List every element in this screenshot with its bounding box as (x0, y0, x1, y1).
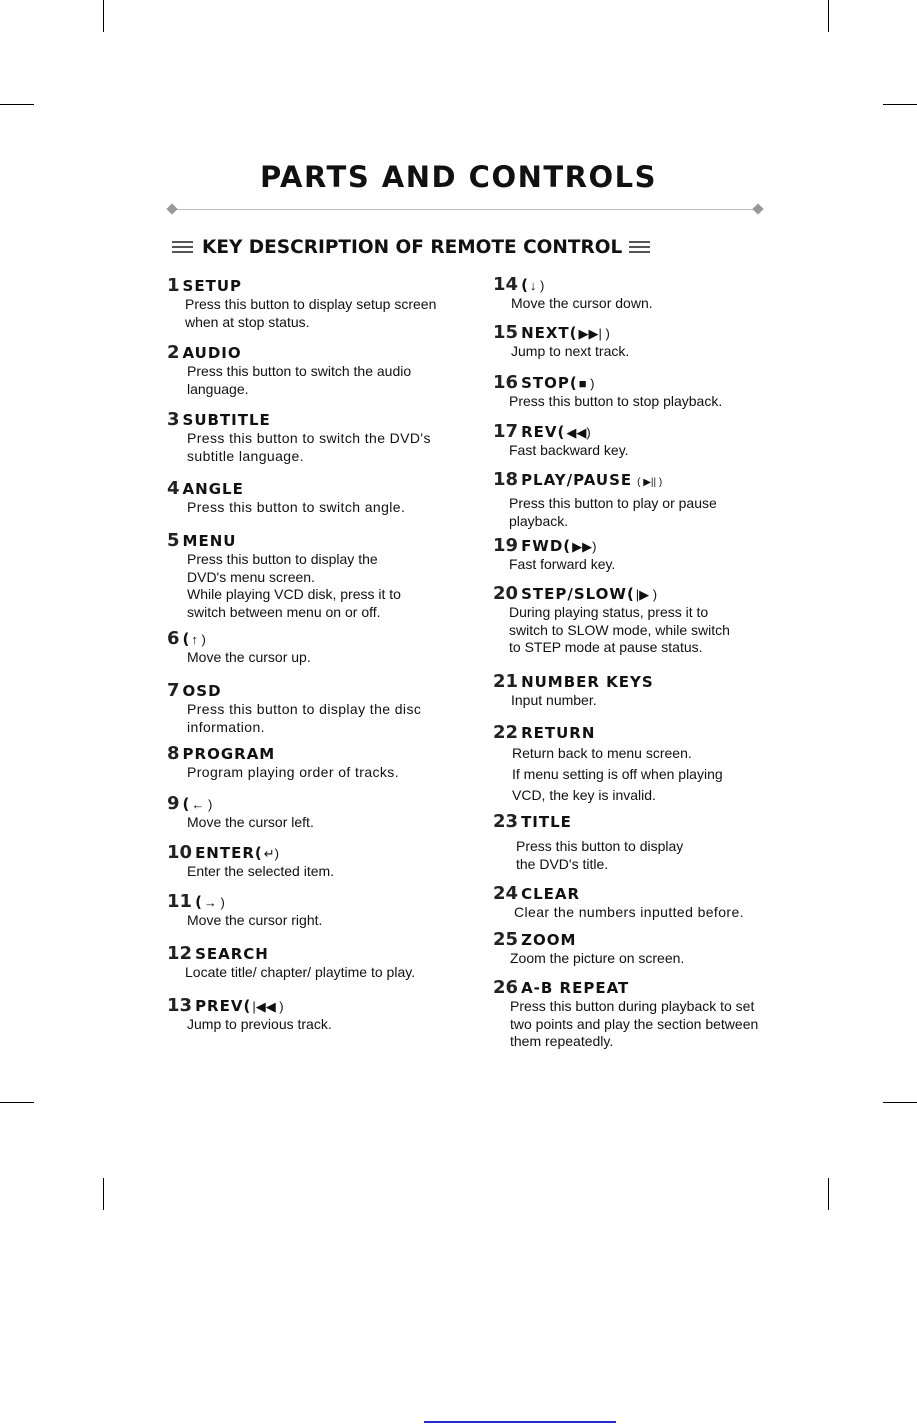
arrow-right-icon: → ) (203, 895, 225, 910)
menu-lines-icon (629, 241, 650, 253)
key-name: PROGRAM (182, 745, 276, 763)
key-name: PREV( (195, 997, 252, 1015)
key-name: NEXT( (521, 324, 578, 342)
key-item (493, 811, 683, 873)
key-name: MENU (182, 532, 237, 550)
key-number: 2 (167, 342, 180, 363)
key-number: 25 (493, 929, 519, 950)
key-item (493, 977, 758, 1051)
enter-arrow-icon: ↵) (263, 846, 279, 861)
key-description: Press this button to play or pause playback. (509, 495, 717, 529)
key-name: SUBTITLE (182, 411, 271, 429)
key-item (167, 842, 334, 881)
key-number: 26 (493, 977, 519, 998)
key-name: CLEAR (521, 885, 581, 903)
key-name: ANGLE (182, 480, 244, 498)
key-description: Return back to menu screen. If menu setting is off when playing VCD, the key is invalid. (512, 745, 723, 803)
key-description: Press this button to display the DVD's title. (516, 838, 684, 872)
menu-lines-icon (172, 241, 193, 253)
key-description: Move the cursor right. (187, 912, 323, 928)
key-number: 9 (167, 793, 180, 814)
key-name: TITLE (521, 813, 572, 831)
key-name: ( (521, 276, 529, 294)
key-item (167, 995, 332, 1034)
key-name: ( (195, 893, 203, 911)
rewind-icon: ◀◀) (566, 425, 591, 440)
key-item (493, 322, 629, 361)
key-number: 6 (167, 628, 180, 649)
key-description: Jump to next track. (511, 343, 630, 359)
key-number: 11 (167, 891, 193, 912)
key-number: 12 (167, 943, 193, 964)
key-number: 18 (493, 469, 519, 490)
section-heading-label: KEY DESCRIPTION OF REMOTE CONTROL (202, 236, 623, 258)
crop-mark (103, 0, 104, 32)
crop-mark (883, 104, 917, 105)
key-item (493, 929, 684, 968)
key-description: Press this button to switch the DVD's subtitle language. (187, 430, 431, 464)
key-description: Move the cursor down. (511, 295, 653, 311)
key-description: Press this button to stop playback. (509, 393, 723, 409)
key-name: ( (182, 795, 191, 813)
key-number: 20 (493, 583, 519, 604)
divider-diamond-right (752, 203, 763, 214)
crop-mark (883, 1102, 917, 1103)
key-name: REV( (521, 423, 566, 441)
key-item (167, 409, 431, 465)
key-number: 19 (493, 535, 519, 556)
key-number: 7 (167, 680, 180, 701)
key-description: Program playing order of tracks. (187, 764, 399, 780)
key-description: Fast backward key. (509, 442, 629, 458)
key-item (493, 535, 615, 574)
key-item (167, 530, 401, 621)
key-item (167, 628, 311, 667)
fast-forward-icon: ▶▶) (572, 539, 597, 554)
key-description: Input number. (511, 692, 597, 708)
key-description: Locate title/ chapter/ playtime to play. (185, 964, 416, 980)
key-name: ENTER( (195, 844, 263, 862)
key-name: SEARCH (195, 945, 269, 963)
key-name: A-B REPEAT (521, 979, 630, 997)
key-description: Press this button to display the disc information. (187, 701, 422, 735)
key-item (167, 793, 314, 832)
key-description: Move the cursor left. (187, 814, 314, 830)
key-name: STOP( (521, 374, 578, 392)
key-name: RETURN (521, 724, 596, 742)
key-item (167, 680, 421, 736)
key-description: Press this button during playback to set two points and play the section between them repeatedly. (510, 998, 759, 1049)
key-name: OSD (182, 682, 222, 700)
key-description: Clear the numbers inputted before. (514, 904, 744, 920)
key-description: Jump to previous track. (187, 1016, 332, 1032)
key-number: 8 (167, 743, 180, 764)
key-item (493, 883, 744, 922)
key-number: 3 (167, 409, 180, 430)
arrow-up-icon: ↑ ) (191, 632, 206, 647)
key-name: FWD( (521, 537, 572, 555)
key-name: PLAY/PAUSE (521, 471, 633, 489)
key-item (493, 469, 717, 530)
key-number: 16 (493, 372, 519, 393)
step-slow-icon: |▶ ) (635, 587, 658, 602)
key-description: Press this button to display the DVD's menu screen. While playing VCD disk, press it to switch between menu on or off. (187, 551, 401, 620)
title-divider (172, 209, 762, 210)
key-number: 14 (493, 274, 519, 295)
key-item (493, 583, 730, 657)
arrow-left-icon: ← ) (191, 797, 213, 812)
page-title: PARTS AND CONTROLS (259, 160, 658, 194)
key-name: ( (182, 630, 191, 648)
key-number: 10 (167, 842, 193, 863)
crop-mark (828, 0, 829, 32)
key-item (167, 478, 405, 517)
previous-track-icon: |◀◀ ) (252, 999, 284, 1014)
key-number: 17 (493, 421, 519, 442)
arrow-down-icon: ↓ ) (529, 278, 545, 293)
key-number: 1 (167, 275, 180, 296)
key-item (493, 372, 722, 411)
crop-mark (103, 1178, 104, 1210)
key-item (493, 722, 723, 806)
key-description: Zoom the picture on screen. (510, 950, 685, 966)
key-number: 24 (493, 883, 519, 904)
key-item (167, 743, 399, 782)
key-description: Press this button to display setup screen when at stop status. (185, 296, 437, 330)
key-number: 23 (493, 811, 519, 832)
key-name: AUDIO (182, 344, 242, 362)
key-item (493, 274, 653, 313)
stop-icon: ■ ) (578, 376, 595, 391)
footer-link-underline[interactable] (424, 1421, 616, 1423)
key-description: Move the cursor up. (187, 649, 311, 665)
key-number: 13 (167, 995, 193, 1016)
key-description: During playing status, press it to switch to SLOW mode, while switch to STEP mode at pause status. (509, 604, 730, 655)
key-name: STEP/SLOW( (521, 585, 635, 603)
key-number: 15 (493, 322, 519, 343)
key-number: 5 (167, 530, 180, 551)
crop-mark (0, 104, 34, 105)
key-description: Fast forward key. (509, 556, 616, 572)
key-number: 4 (167, 478, 180, 499)
key-item (167, 891, 322, 930)
key-item (493, 671, 654, 710)
section-heading (172, 234, 672, 260)
key-item (167, 342, 411, 398)
crop-mark (0, 1102, 34, 1103)
key-item (493, 421, 629, 460)
play-pause-icon: ( ▶|| ) (637, 477, 663, 488)
key-description: Enter the selected item. (187, 863, 335, 879)
key-description: Press this button to switch angle. (187, 499, 406, 515)
divider-diamond-left (166, 203, 177, 214)
key-number: 22 (493, 722, 519, 743)
key-description: Press this button to switch the audio language. (187, 363, 412, 397)
crop-mark (828, 1178, 829, 1210)
key-number: 21 (493, 671, 519, 692)
next-track-icon: ▶▶| ) (578, 326, 610, 341)
key-item (167, 943, 415, 982)
key-name: ZOOM (521, 931, 577, 949)
key-item (167, 275, 436, 331)
key-name: SETUP (182, 277, 242, 295)
key-name: NUMBER KEYS (521, 673, 654, 691)
